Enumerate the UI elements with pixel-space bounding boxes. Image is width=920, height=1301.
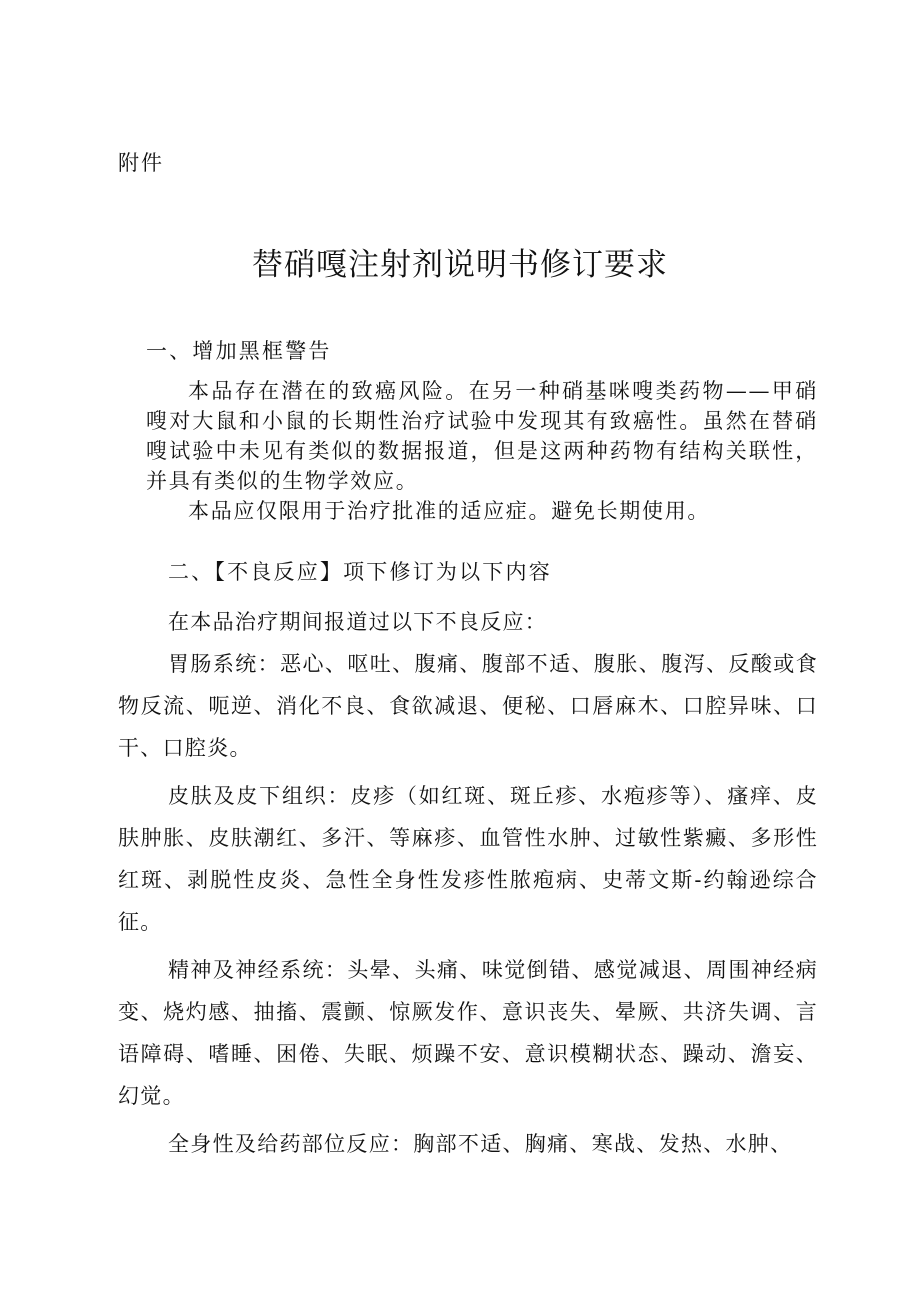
body-paragraph: 胃肠系统：恶心、呕吐、腹痛、腹部不适、腹胀、腹泻、反酸或食物反流、呃逆、消化不良、食欲减退、便秘、口唇麻木、口腔异味、口干、口腔炎。	[118, 652, 818, 760]
section-heading-black-box-warning: 一、增加黑框警告	[146, 339, 332, 363]
black-box-warning-text	[146, 376, 818, 526]
document-title: 替硝嘎注射剂说明书修订要求	[252, 247, 668, 283]
attachment-label: 附件	[118, 151, 164, 175]
adverse-reactions-body	[118, 601, 818, 1165]
warning-paragraph: 本品存在潜在的致癌风险。在另一种硝基咪嗖类药物——甲硝嗖对大鼠和小鼠的长期性治疗试验中发现其有致癌性。虽然在替硝嗖试验中未见有类似的数据报道，但是这两种药物有结构关联性，并具有类似的生物学效应。	[146, 379, 818, 493]
section-heading-adverse-reactions: 二、【不良反应】项下修订为以下内容	[168, 560, 552, 584]
body-paragraph: 皮肤及皮下组织：皮疹（如红斑、斑丘疹、水疱疹等）、瘙痒、皮肤肿胀、皮肤潮红、多汗、等麻疹、血管性水肿、过敏性紫癜、多形性红斑、剥脱性皮炎、急性全身性发疹性脓疱病、史蒂文斯-约翰逊综合征。	[118, 784, 818, 934]
body-paragraph: 全身性及给药部位反应：胸部不适、胸痛、寒战、发热、水肿、	[168, 1132, 793, 1156]
warning-paragraph: 本品应仅限用于治疗批准的适应症。避免长期使用。	[188, 499, 711, 523]
body-paragraph: 精神及神经系统：头晕、头痛、味觉倒错、感觉减退、周围神经病变、烧灼感、抽搐、震颤、惊厥发作、意识丧失、晕厥、共济失调、言语障碍、嗜睡、困倦、失眠、烦躁不安、意识模糊状态、躁动、澹妄、幻觉。	[118, 958, 818, 1108]
body-paragraph: 在本品治疗期间报道过以下不良反应：	[168, 610, 548, 634]
